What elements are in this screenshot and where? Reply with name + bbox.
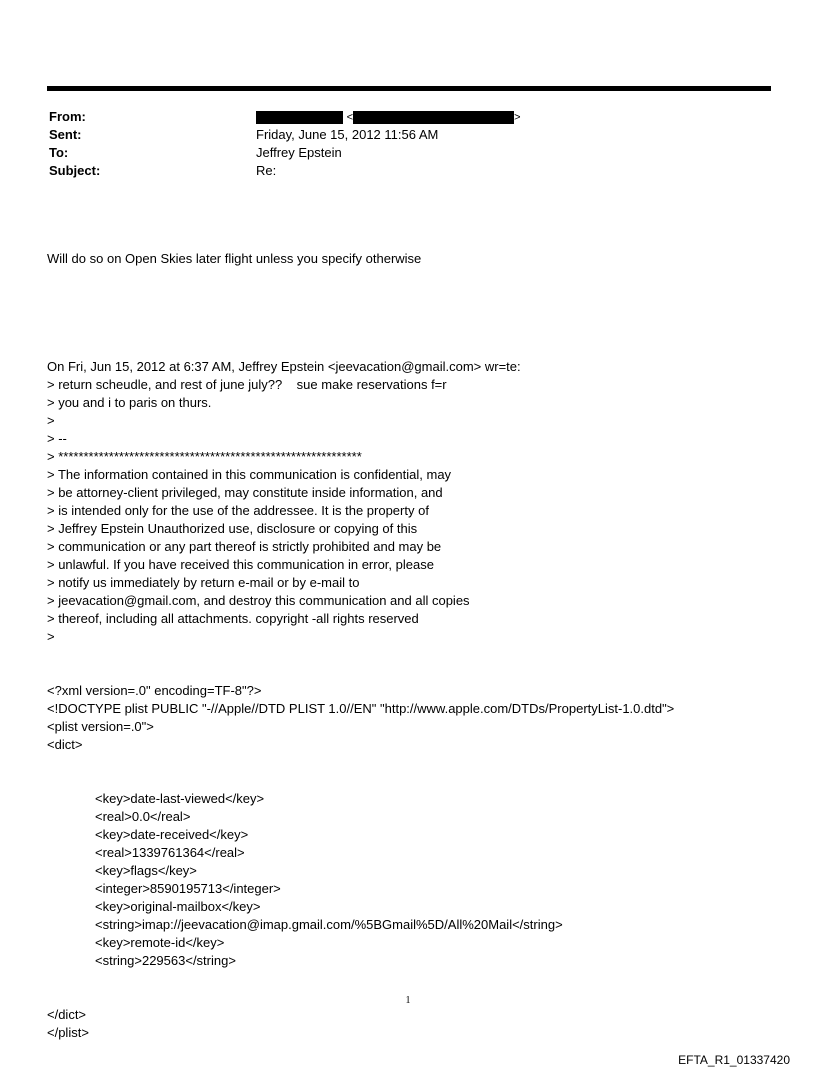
dict-entries [47, 790, 787, 970]
subject-value: Re: [256, 163, 277, 178]
quoted-line: > communication or any part thereof is strictly prohibited and may be [47, 539, 442, 554]
dict-entry-line: <string>imap://jeevacation@imap.gmail.com/%5BGmail%5D/All%20Mail</string> [95, 917, 563, 932]
dict-entry-line: <key>remote-id</key> [95, 935, 225, 950]
quoted-line: > unlawful. If you have received this communication in error, please [47, 557, 434, 572]
quoted-message [47, 358, 787, 646]
quoted-line: > -- [47, 431, 67, 446]
dict-entry-line: <real>1339761364</real> [95, 845, 245, 860]
quoted-line: > thereof, including all attachments. copyright -all rights reserved [47, 611, 419, 626]
email-body [47, 214, 787, 1060]
xml-line: <?xml version=.0" encoding=TF-8"?> [47, 683, 262, 698]
from-row [49, 108, 749, 126]
email-header [49, 108, 749, 180]
quoted-line: > be attorney-client privileged, may constitute inside information, and [47, 485, 443, 500]
from-value [256, 108, 521, 127]
xml-block [47, 682, 787, 754]
dict-entry-line: <string>229563</string> [95, 953, 236, 968]
header-rule [47, 86, 771, 91]
xml-close-line: </plist> [47, 1025, 89, 1040]
quoted-line: > you and i to paris on thurs. [47, 395, 212, 410]
subject-label: Subject: [49, 163, 101, 178]
to-row [49, 144, 749, 162]
quoted-line: > Jeffrey Epstein Unauthorized use, disclosure or copying of this [47, 521, 418, 536]
xml-close-line: </dict> [47, 1007, 87, 1022]
from-open-bracket: < [346, 111, 354, 124]
quoted-line: > [47, 629, 55, 644]
from-close-bracket: > [514, 111, 521, 124]
dict-entry-line: <key>date-received</key> [95, 827, 249, 842]
quoted-line: > [47, 413, 55, 428]
to-label: To: [49, 145, 69, 160]
redacted-sender-name [256, 111, 343, 124]
xml-close [47, 1006, 787, 1042]
page-number: 1 [405, 995, 411, 1006]
xml-line: <plist version=.0"> [47, 719, 154, 734]
dict-entry-line: <key>date-last-viewed</key> [95, 791, 265, 806]
redacted-sender-email [353, 111, 514, 124]
bates-number: EFTA_R1_01337420 [678, 1053, 790, 1067]
dict-entry-line: <key>flags</key> [95, 863, 197, 878]
sent-label: Sent: [49, 127, 82, 142]
dict-entry-line: <real>0.0</real> [95, 809, 191, 824]
quoted-line: > notify us immediately by return e-mail or by e-mail to [47, 575, 360, 590]
dict-entry-line: <key>original-mailbox</key> [95, 899, 261, 914]
quoted-line: > jeevacation@gmail.com, and destroy this communication and all copies [47, 593, 470, 608]
xml-line: <dict> [47, 737, 83, 752]
quoted-line: On Fri, Jun 15, 2012 at 6:37 AM, Jeffrey Epstein <jeevacation@gmail.com> wr=te: [47, 359, 521, 374]
dict-entry-line: <integer>8590195713</integer> [95, 881, 281, 896]
to-value: Jeffrey Epstein [256, 145, 342, 160]
quoted-line: > The information contained in this communication is confidential, may [47, 467, 452, 482]
quoted-line: > ************************************************************ [47, 449, 362, 464]
reply-line: Will do so on Open Skies later flight unless you specify otherwise [47, 251, 422, 266]
sent-row [49, 126, 749, 144]
sent-value: Friday, June 15, 2012 11:56 AM [256, 127, 439, 142]
subject-row [49, 162, 749, 180]
spacer [47, 304, 787, 322]
xml-line: <!DOCTYPE plist PUBLIC "-//Apple//DTD PLIST 1.0//EN" "http://www.apple.com/DTDs/PropertyList-1.0.dtd"> [47, 701, 675, 716]
quoted-line: > is intended only for the use of the addressee. It is the property of [47, 503, 429, 518]
quoted-line: > return scheudle, and rest of june july?? sue make reservations f=r [47, 377, 447, 392]
from-label: From: [49, 109, 86, 124]
